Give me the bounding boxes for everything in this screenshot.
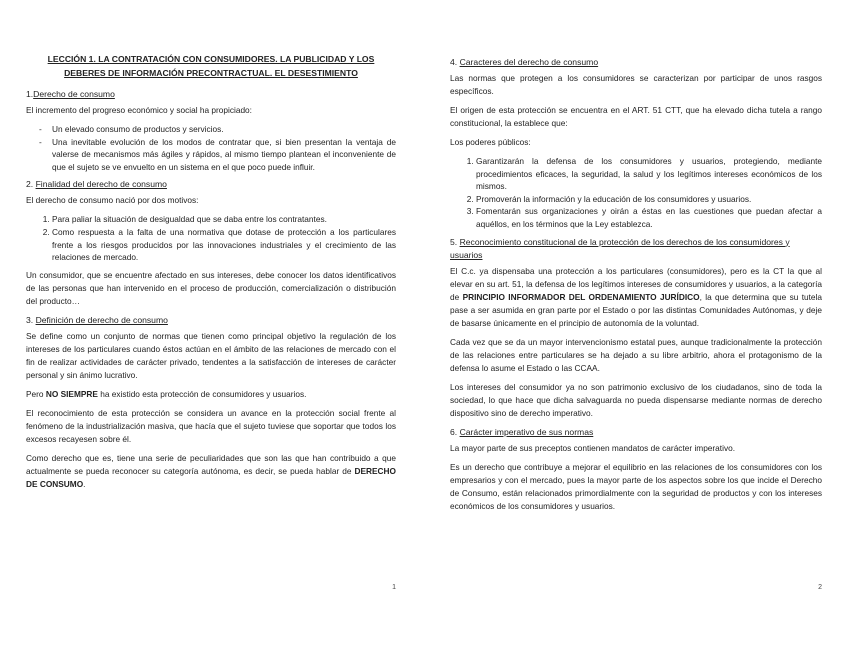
section-3-paragraph-1: Se define como un conjunto de normas que tienen como principal objetivo la regulación de los intereses de los particulares cuando éstos actúan en el ámbito de las relaciones de mercado con el fin de realizar actividades de carácter privado, tendentes a la satisfacción de intereses de carácter personal y sin ánimo lucrativo. bbox=[26, 330, 396, 380]
section-4-number: 4. bbox=[450, 57, 458, 67]
page-number: 1 bbox=[392, 584, 396, 591]
section-1-heading bbox=[26, 88, 396, 101]
section-5-paragraph-2: Cada vez que se da un mayor intervencionismo estatal pues, aunque tradicionalmente la protección de las relaciones entre particulares se ha dejado a su libre arbitrio, ahora el protagonismo de la defensa lo asume el Estado o las CCAA. bbox=[450, 336, 822, 373]
section-3-heading bbox=[26, 314, 396, 327]
section-4-paragraph-3: Los poderes públicos: bbox=[450, 137, 531, 147]
text-run: Como derecho que es, tiene una serie de peculiaridades que son las que han contribuido a que actualmente se pueda reconocer su categoría autónoma, es decir, se pueda hablar de bbox=[26, 452, 396, 476]
section-5-title: Reconocimiento constitucional de la protección de los derechos de los consumidores y usuarios bbox=[450, 236, 790, 260]
text-run: , la que determina que su tutela pase a ser asumida en gran parte por el Estado o por las distintas Comunidades Autónomas, y deje de basarse únicamente en el principio de autonomía de la voluntad. bbox=[450, 291, 822, 328]
section-5-heading bbox=[450, 236, 822, 262]
page-number: 2 bbox=[818, 584, 822, 591]
section-2-title: Finalidad del derecho de consumo bbox=[35, 179, 167, 190]
section-6-paragraph-2: Es un derecho que contribuye a mejorar el equilibrio en las relaciones de los consumidores con los empresarios y con el mercado, pues la mayor parte de los aspectos sobre los que incide el Derecho de Consumo, están relacionados primordialmente con la seguridad de productos y con los intereses económicos de los consumidores y usuarios. bbox=[450, 461, 822, 511]
section-2-intro: El derecho de consumo nació por dos motivos: bbox=[26, 195, 199, 206]
section-6-title: Carácter imperativo de sus normas bbox=[459, 426, 594, 437]
list-item: - Un elevado consumo de productos y servicios. bbox=[52, 123, 396, 136]
bold-text: NO SIEMPRE bbox=[45, 388, 98, 399]
section-5-paragraph-1 bbox=[450, 265, 822, 330]
text-run: ha existido esta protección de consumidores y usuarios. bbox=[97, 388, 307, 399]
section-2-list bbox=[26, 213, 396, 263]
list-item: 3. Fomentarán sus organizaciones y oirán a éstas en las cuestiones que puedan afectar a aquéllos, en los términos que la Ley establezca. bbox=[476, 205, 822, 230]
section-1-intro: El incremento del progreso económico y social ha propiciado: bbox=[26, 105, 252, 115]
section-2-number: 2. bbox=[26, 179, 34, 190]
list-item: 2. Promoverán la información y la educación de los consumidores y usuarios. bbox=[476, 193, 822, 206]
section-2-outro: Un consumidor, que se encuentre afectado en sus intereses, debe conocer los datos identificativos de las personas que han intervenido en el proceso de producción, comercialización o distribución del producto… bbox=[26, 269, 396, 306]
section-6-number: 6. bbox=[450, 426, 458, 437]
section-1-list bbox=[26, 123, 396, 173]
document-page-2 bbox=[424, 0, 848, 655]
bold-text: DERECHO DE CONSUMO bbox=[26, 465, 396, 489]
bold-text: PRINCIPIO INFORMADOR DEL ORDENAMIENTO JURÍDICO bbox=[462, 291, 700, 302]
list-item: 1. Garantizarán la defensa de los consumidores y usuarios, protegiendo, mediante procedimientos eficaces, la seguridad, la salud y los legítimos intereses económicos de los mismos. bbox=[476, 155, 822, 193]
text-run: . bbox=[83, 478, 86, 489]
section-6-heading bbox=[450, 426, 822, 439]
section-5-paragraph-3: Los intereses del consumidor ya no son patrimonio exclusivo de los ciudadanos, sino de toda la sociedad, lo que hace que dicha salvaguarda no pueda dispensarse mediante normas de derecho dispositivo sino de derecho imperativo. bbox=[450, 381, 822, 418]
section-4-list bbox=[450, 155, 822, 231]
section-4-paragraph-1: Las normas que protegen a los consumidores se caracterizan por participar de unos rasgos específicos. bbox=[450, 73, 822, 96]
text-run: Pero bbox=[26, 388, 46, 399]
list-item: 2. Como respuesta a la falta de una normativa que dotase de protección a los particulares frente a los riesgos producidos por las innovaciones industriales y el crecimiento de las relaciones de mercado. bbox=[52, 226, 396, 264]
section-5-number: 5. bbox=[450, 236, 458, 247]
section-3-paragraph-3: El reconocimiento de esta protección se considera un avance en la protección social frente al fenómeno de la industrialización masiva, que hacía que el sujeto tuviese que soportar que todos los excesos recayesen sobre él. bbox=[26, 407, 396, 444]
section-6-paragraph-1: La mayor parte de sus preceptos contienen mandatos de carácter imperativo. bbox=[450, 442, 736, 453]
lesson-title: LECCIÓN 1. LA CONTRATACIÓN CON CONSUMIDORES. LA PUBLICIDAD Y LOS DEBERES DE INFORMACIÓN PRECONTRACTUAL. EL DESESTIMIENTO bbox=[47, 54, 375, 78]
section-4-paragraph-2: El origen de esta protección se encuentra en el ART. 51 CTT, que ha elevado dicha tutela a rango constitucional, la establece que: bbox=[450, 105, 822, 128]
section-3-paragraph-2 bbox=[26, 388, 396, 401]
section-3-title: Definición de derecho de consumo bbox=[35, 314, 168, 325]
list-item: 1. Para paliar la situación de desigualdad que se daba entre los contratantes. bbox=[52, 213, 396, 226]
section-4-title: Caracteres del derecho de consumo bbox=[459, 57, 599, 67]
section-3-paragraph-4 bbox=[26, 452, 396, 491]
list-item: - Una inevitable evolución de los modos de contratar que, si bien presentan la ventaja de valerse de mecanismos más ágiles y rápidos, al mismo tiempo plantean el inconveniente de que el sujeto se ve envuelto en un sistema en el que poco puede influir. bbox=[52, 136, 396, 174]
section-1-number: 1. bbox=[26, 89, 34, 99]
section-4-heading bbox=[450, 56, 822, 69]
section-2-heading bbox=[26, 178, 396, 191]
section-3-number: 3. bbox=[26, 314, 34, 325]
text-run: El C.c. ya dispensaba una protección a los particulares (consumidores), pero es la CT la que al elevar en su art. 51, la defensa de los legítimos intereses de consumidores y usuarios, a la categoría de bbox=[450, 265, 822, 302]
section-1-title: Derecho de consumo bbox=[33, 89, 115, 99]
